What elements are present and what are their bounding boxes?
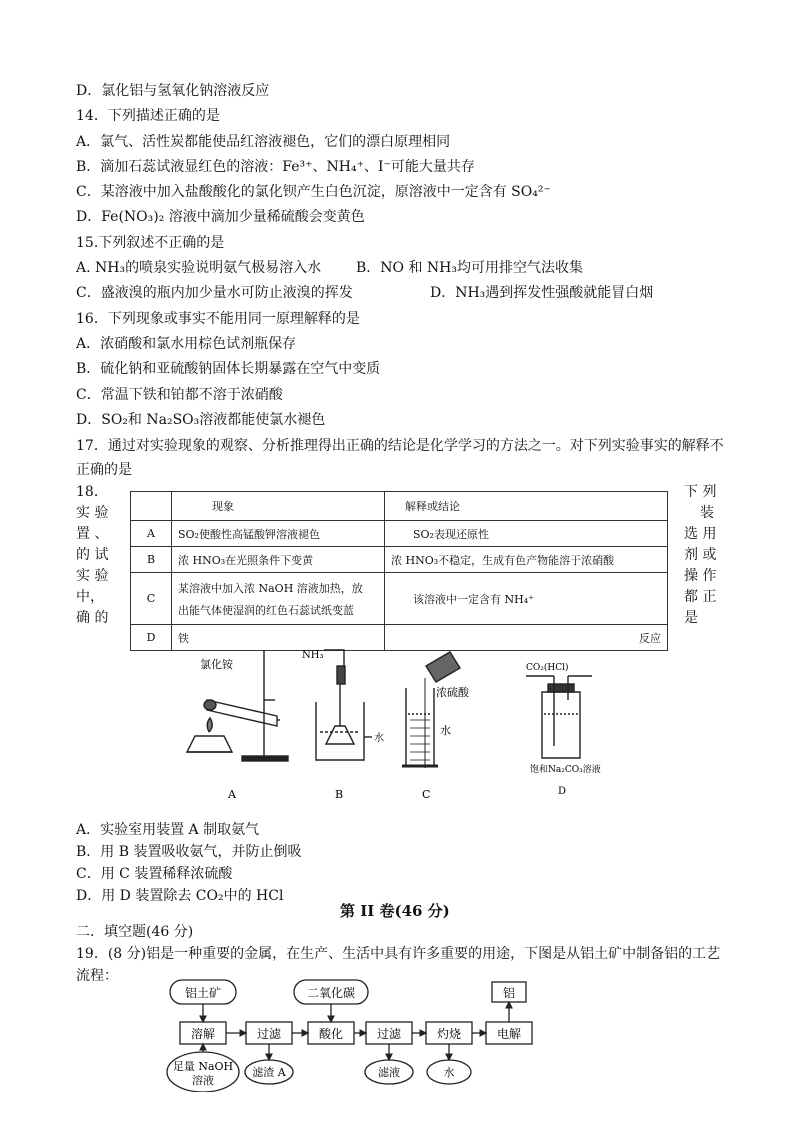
q16-option-b: B．硫化钠和亚硫酸钠固体长期暴露在空气中变质 <box>76 361 381 377</box>
apparatus-b-caption: B <box>335 788 344 801</box>
flow-co2: 二氧化碳 <box>306 986 356 1000</box>
q15-option-d: D．NH₃遇到挥发性强酸就能冒白烟 <box>430 285 654 301</box>
q17-table <box>130 491 668 651</box>
q14-option-b: B．滴加石蕊试液显红色的溶液：Fe³⁺、NH₄⁺、I⁻可能大量共存 <box>76 159 475 175</box>
q18-left-line: 置 、 <box>76 526 109 542</box>
q17-stem-line2: 正确的是 <box>76 462 132 478</box>
apparatus-a-label: 氯化铵 <box>200 658 233 671</box>
row-key: D <box>131 625 172 651</box>
apparatus-d-solution: 饱和Na₂CO₃溶液 <box>530 765 601 775</box>
apparatus-d-label: CO₂(HCl) <box>526 663 569 673</box>
q18-left-line: 确 的 <box>76 610 109 626</box>
flow-bauxite: 铝土矿 <box>184 986 222 1000</box>
q18-right-line: 装 <box>700 505 714 521</box>
table-row <box>131 521 668 547</box>
q15-stem: 15.下列叙述不正确的是 <box>76 235 225 251</box>
q18-left-line: 实 验 <box>76 505 109 521</box>
q18-option-a: A．实验室用装置 A 制取氨气 <box>76 822 260 838</box>
row-phenomenon <box>172 573 385 625</box>
apparatus-c-water: 水 <box>440 724 451 737</box>
flow-aluminium: 铝 <box>502 986 516 1000</box>
q14-option-d: D．Fe(NO₃)₂ 溶液中滴加少量稀硫酸会变黄色 <box>76 209 365 225</box>
q18-right-line: 是 <box>684 610 698 626</box>
q15-option-c: C．盛液溴的瓶内加少量水可防止液溴的挥发 <box>76 285 353 301</box>
row-explanation: SO₂表现还原性 <box>385 521 668 547</box>
q18-right-line: 操 作 <box>684 568 717 584</box>
flow-electrolysis: 电解 <box>496 1027 522 1041</box>
q16-option-a: A．浓硝酸和氯水用棕色试剂瓶保存 <box>76 336 297 352</box>
flow-residue-a: 滤渣 A <box>252 1066 286 1079</box>
flow-acidify: 酸化 <box>318 1027 344 1041</box>
row-explanation: 反应 <box>385 625 668 651</box>
q18-option-c: C．用 C 装置稀释浓硫酸 <box>76 866 233 882</box>
q18-right-line: 剂 或 <box>684 547 717 563</box>
flow-water: 水 <box>443 1066 455 1079</box>
flow-naoh-line1: 足量 NaOH <box>172 1060 234 1073</box>
row-phenomenon: 铁 <box>172 625 385 651</box>
q18-left-line: 的 试 <box>76 547 109 563</box>
apparatus-a-caption: A <box>228 788 236 801</box>
flow-filter-1: 过滤 <box>256 1027 282 1041</box>
flow-naoh-line2: 溶液 <box>192 1074 214 1087</box>
apparatus-d-caption: D <box>558 786 567 797</box>
q18-apparatus-figure <box>130 648 668 803</box>
q19-stem-line2: 流程： <box>76 968 118 984</box>
q14-stem: 14．下列描述正确的是 <box>76 108 220 124</box>
q15-option-b: B．NO 和 NH₃均可用排空气法收集 <box>356 260 583 276</box>
apparatus-c-label: 浓硫酸 <box>436 686 469 699</box>
part-two-heading: 二．填空题(46 分) <box>76 924 194 940</box>
table-row <box>131 547 668 573</box>
q15-option-a: A. NH₃的喷泉实验说明氨气极易溶入水 <box>76 260 322 276</box>
row-phenomenon-line2: 出能气体使湿润的红色石蕊试纸变蓝 <box>178 603 354 617</box>
row-phenomenon: 浓 HNO₃在光照条件下变黄 <box>172 547 385 573</box>
q16-stem: 16．下列现象或事实不能用同一原理解释的是 <box>76 311 360 327</box>
table-header-empty <box>131 492 172 521</box>
q18-option-d: D．用 D 装置除去 CO₂中的 HCl <box>76 888 284 904</box>
flow-dissolve: 溶解 <box>190 1027 216 1041</box>
q18-right-line: 下 列 <box>684 484 717 500</box>
q18-left-line: 实 验 <box>76 568 109 584</box>
row-key: B <box>131 547 172 573</box>
row-explanation: 浓 HNO₃不稳定，生成有色产物能溶于浓硝酸 <box>385 547 668 573</box>
row-explanation: 该溶液中一定含有 NH₄⁺ <box>385 573 668 625</box>
q13-option-d: D．氯化铝与氢氧化钠溶液反应 <box>76 83 270 99</box>
row-phenomenon-line1: 某溶液中加入浓 NaOH 溶液加热，放 <box>178 581 363 595</box>
flow-filter-2: 过滤 <box>376 1027 402 1041</box>
table-header-explanation: 解释或结论 <box>385 492 668 521</box>
table-header-phenomenon: 现象 <box>172 492 385 521</box>
flow-filtrate: 滤液 <box>378 1066 400 1079</box>
row-phenomenon: SO₂使酸性高锰酸钾溶液褪色 <box>172 521 385 547</box>
q16-option-c: C．常温下铁和铂都不溶于浓硝酸 <box>76 387 283 403</box>
flow-calcine: 灼烧 <box>436 1027 462 1041</box>
q16-option-d: D．SO₂和 Na₂SO₃溶液都能使氯水褪色 <box>76 412 326 428</box>
table-header-row <box>131 492 668 521</box>
q17-stem-line1: 17．通过对实验现象的观察、分析推理得出正确的结论是化学学习的方法之一。对下列实验事实的解释不 <box>76 438 724 454</box>
apparatus-b-water: 水 <box>374 733 384 744</box>
row-key: A <box>131 521 172 547</box>
q14-option-a: A．氯气、活性炭都能使品红溶液褪色，它们的漂白原理相同 <box>76 134 451 150</box>
q18-left-line: 18． <box>76 484 108 500</box>
q18-right-line: 选 用 <box>684 526 717 542</box>
section-title: 第 II 卷(46 分) <box>340 902 450 920</box>
q19-stem-line1: 19．(8 分)铝是一种重要的金属，在生产、生活中具有许多重要的用途，下图是从铝土矿中制备铝的工艺 <box>76 946 721 962</box>
q18-option-b: B．用 B 装置吸收氨气，并防止倒吸 <box>76 844 302 860</box>
q18-left-line: 中， <box>76 589 104 605</box>
q18-right-line: 都 正 <box>684 589 717 605</box>
q14-option-c: C．某溶液中加入盐酸酸化的氯化钡产生白色沉淀，原溶液中一定含有 SO₄²⁻ <box>76 184 551 200</box>
apparatus-c-caption: C <box>422 788 431 801</box>
table-row <box>131 573 668 625</box>
q19-flowchart <box>150 972 550 1092</box>
table-row <box>131 625 668 651</box>
apparatus-b-label: NH₃ <box>302 650 324 661</box>
row-key: C <box>131 573 172 625</box>
